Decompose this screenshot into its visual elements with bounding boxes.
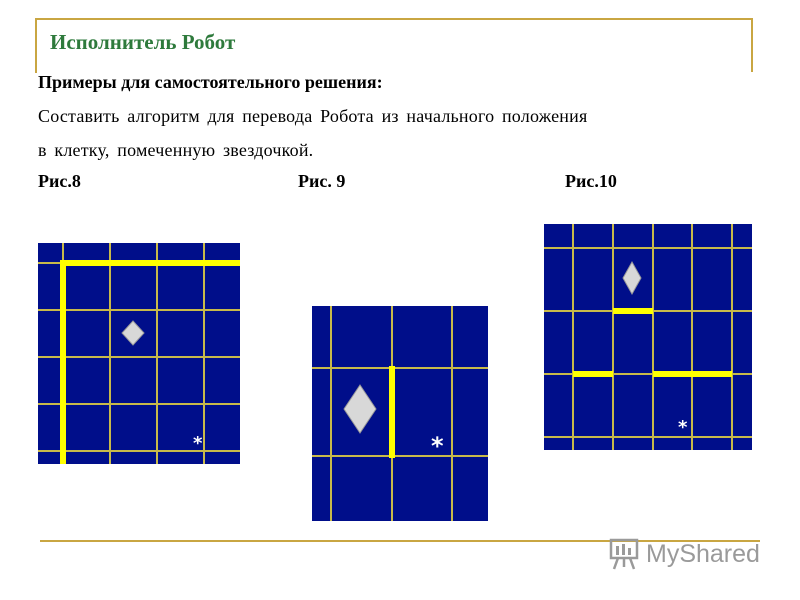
star-target: * xyxy=(678,417,688,438)
robot-icon xyxy=(344,385,376,433)
presentation-board-icon xyxy=(608,537,640,571)
figure-8-grid xyxy=(38,243,240,464)
robot-icon xyxy=(623,262,641,294)
myshared-logo xyxy=(608,536,768,572)
figure-8-label: Рис.8 xyxy=(38,171,81,191)
title-frame-left-edge xyxy=(35,18,37,73)
grid-lines xyxy=(312,306,488,521)
figure-9-label: Рис. 9 xyxy=(298,171,346,191)
subtitle: Примеры для самостоятельного решения: xyxy=(38,72,383,92)
logo-text: MyShared xyxy=(646,539,760,568)
figure-10-label: Рис.10 xyxy=(565,171,617,191)
task-text-line-2: в клетку, помеченную звездочкой. xyxy=(38,140,314,160)
robot-icon xyxy=(122,321,144,345)
task-text-line-1: Составить алгоритм для перевода Робота из начального положения xyxy=(38,106,588,126)
figure-8-field xyxy=(38,243,240,464)
figure-9-field xyxy=(312,306,488,521)
grid-lines xyxy=(544,224,752,450)
figure-10-field xyxy=(544,224,752,450)
figure-10-grid xyxy=(544,224,752,450)
slide-title: Исполнитель Робот xyxy=(50,30,236,54)
star-target: * xyxy=(193,433,203,454)
star-target: * xyxy=(431,432,444,460)
grid-lines xyxy=(38,243,240,464)
figure-9-grid xyxy=(312,306,488,521)
